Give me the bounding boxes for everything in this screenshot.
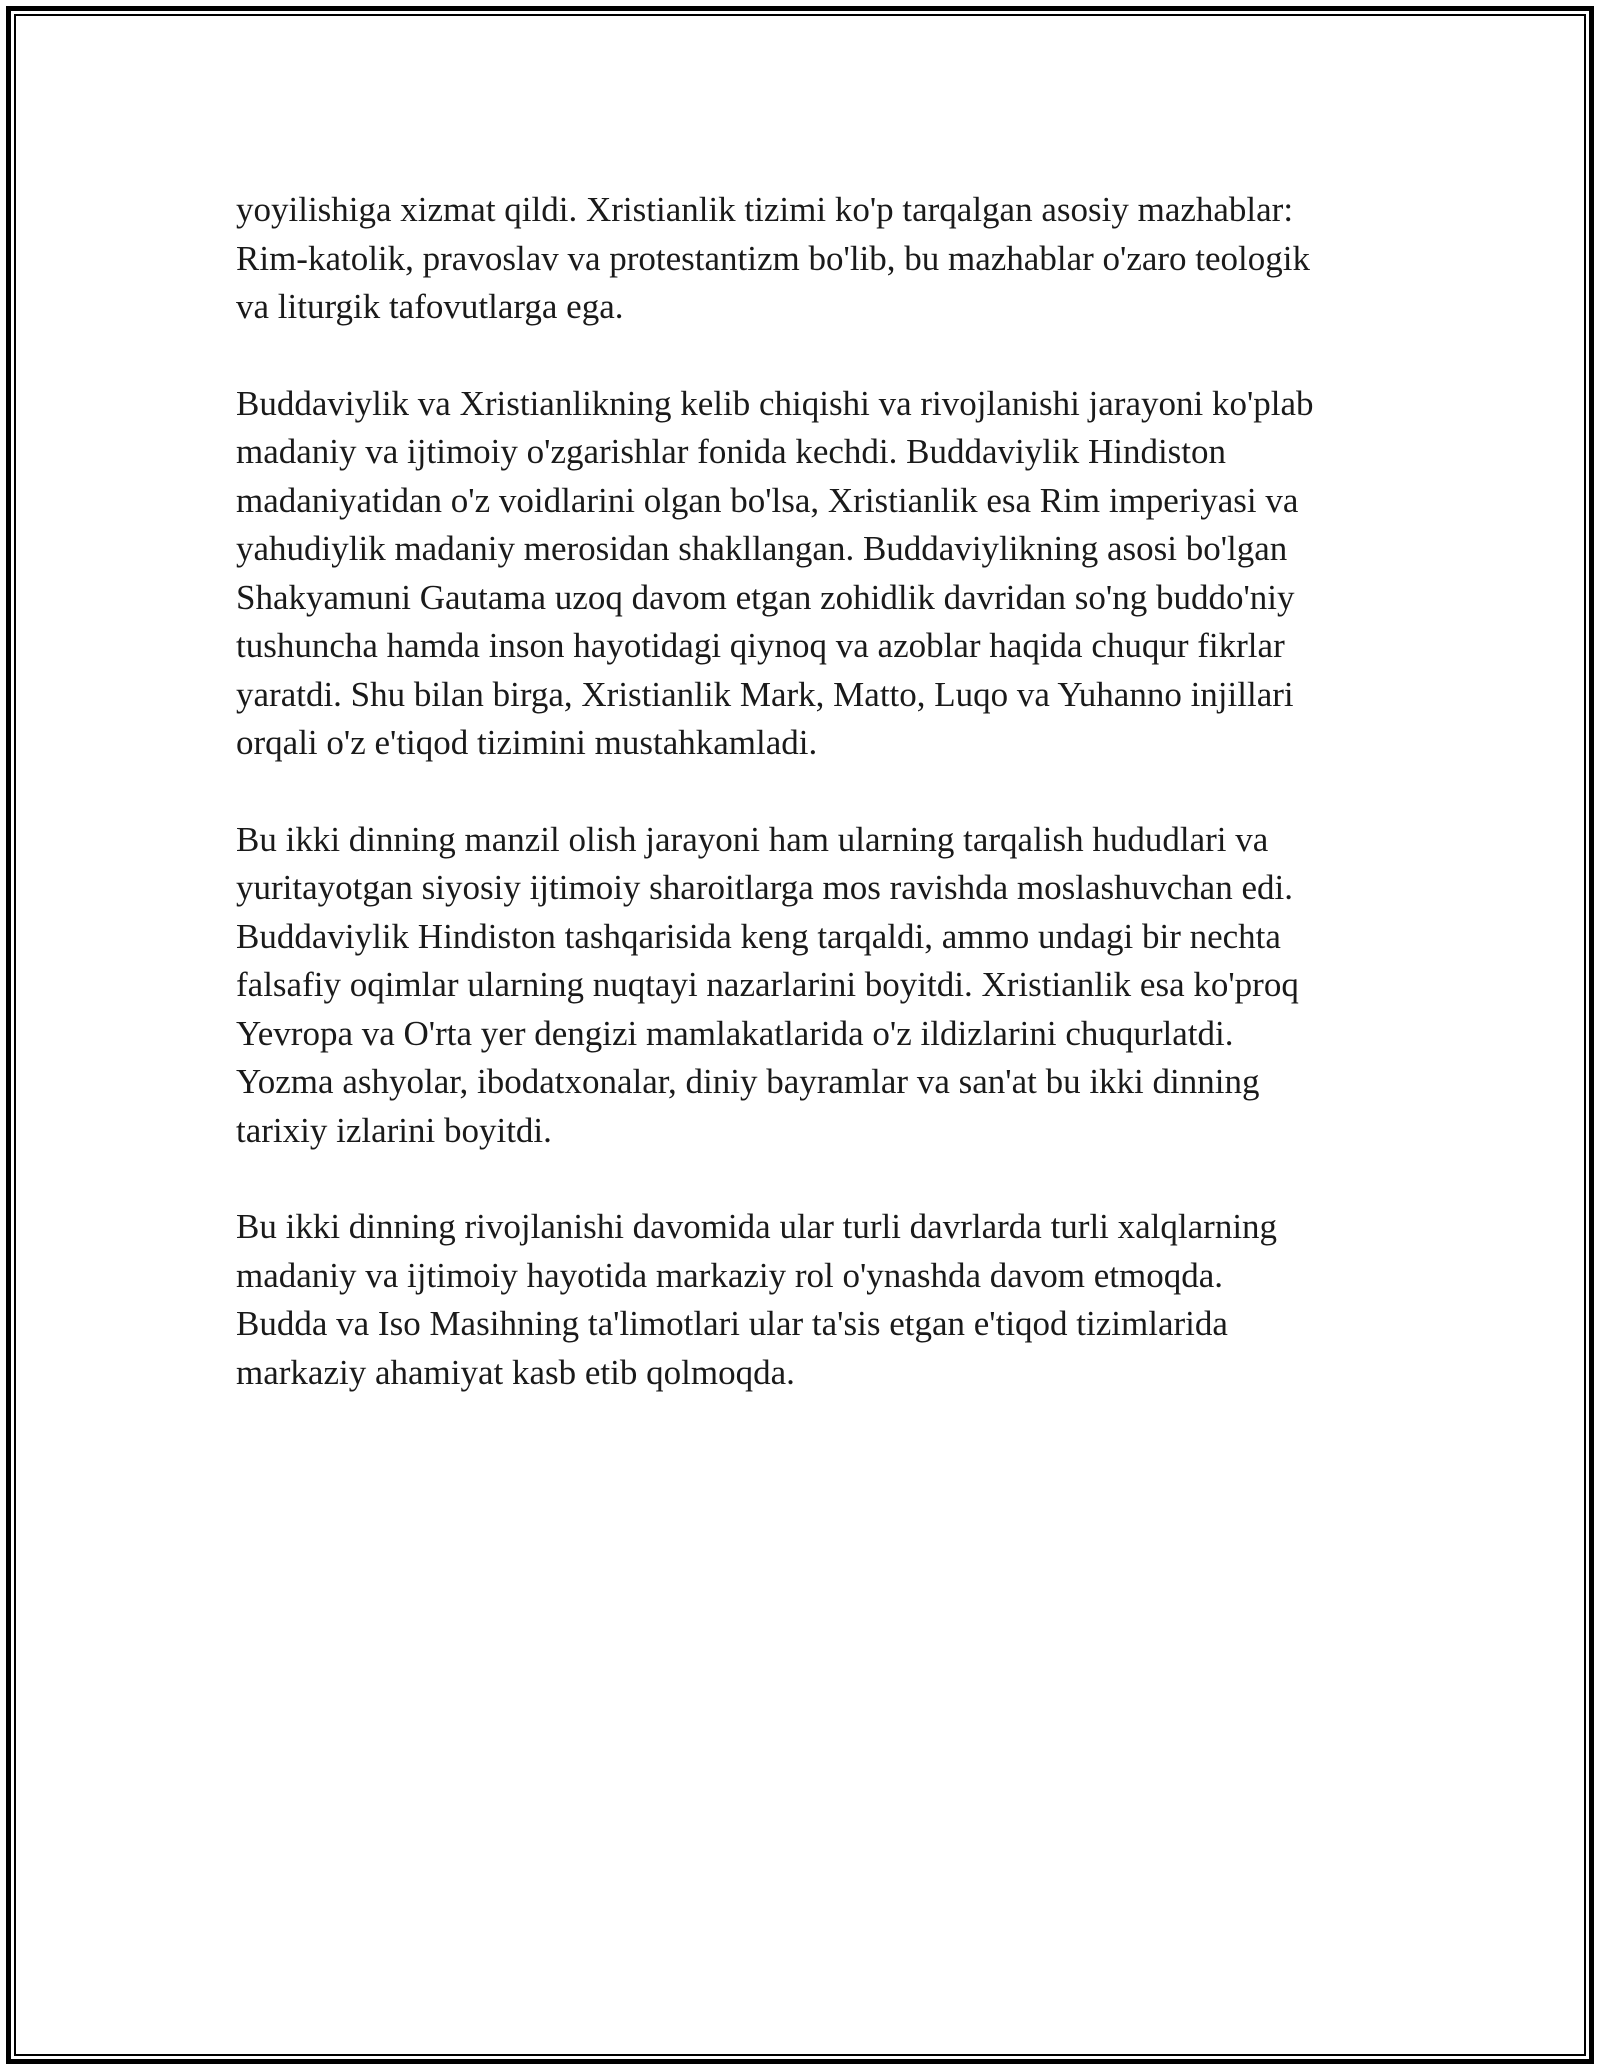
paragraph-4: Bu ikki dinning rivojlanishi davomida ular turli davrlarda turli xalqlarning madaniy va ijtimoiy hayotida markaziy rol o'ynashda davom etmoqda. Budda va Iso Masihning ta'limotlari ular ta'sis etgan e'tiqod tizimlarida markaziy ahamiyat kasb etib qolmoqda.	[236, 1207, 1278, 1392]
paragraph-3: Bu ikki dinning manzil olish jarayoni ham ularning tarqalish hududlari va yuritayotgan siyosiy ijtimoiy sharoitlarga mos ravishda moslashuvchan edi. Buddaviylik Hindiston tashqarisida keng tarqaldi, ammo undagi bir nechta falsafiy oqimlar ularning nuqtayi nazarlarini boyitdi. Xristianlik esa ko'proq Yevropa va O'rta yer dengizi mamlakatlarida o'z ildizlarini chuqurlatdi. Yozma ashyolar, ibodatxonalar, diniy bayramlar va san'at bu ikki dinning tarixiy izlarini boyitdi.	[236, 819, 1299, 1150]
document-body	[236, 186, 1376, 1445]
paragraph-2: Buddaviylik va Xristianlikning kelib chiqishi va rivojlanishi jarayoni ko'plab madaniy va ijtimoiy o'zgarishlar fonida kechdi. Buddaviylik Hindiston madaniyatidan o'z voidlarini olgan bo'lsa, Xristianlik esa Rim imperiyasi va yahudiylik madaniy merosidan shakllangan. Buddaviylikning asosi bo'lgan Shakyamuni Gautama uzoq davom etgan zohidlik davridan so'ng buddo'niy tushuncha hamda inson hayotidagi qiynoq va azoblar haqida chuqur fikrlar yaratdi. Shu bilan birga, Xristianlik Mark, Matto, Luqo va Yuhanno injillari orqali o'z e'tiqod tizimini mustahkamladi.	[236, 383, 1314, 762]
paragraph-1: yoyilishiga xizmat qildi. Xristianlik tizimi ko'p tarqalgan asosiy mazhablar: Rim-katolik, pravoslav va protestantizm bo'lib, bu mazhablar o'zaro teologik va liturgik tafovutlarga ega.	[236, 190, 1310, 326]
